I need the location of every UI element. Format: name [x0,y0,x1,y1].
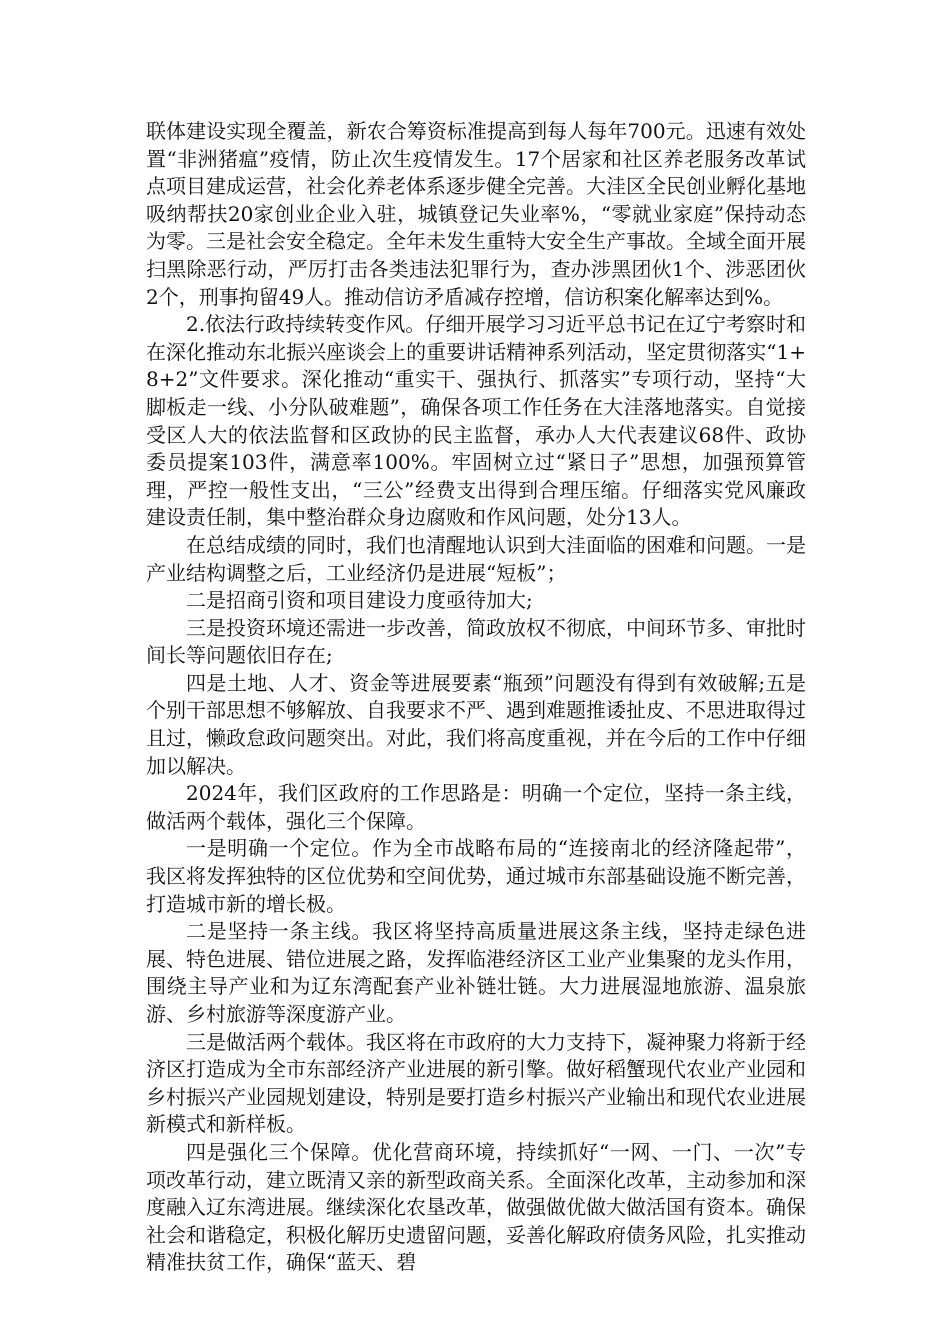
paragraph-8: 一是明确一个定位。作为全市战略布局的“连接南北的经济隆起带”，我区将发挥独特的区位优势和空间优势，通过城市东部基础设施不断完善，打造城市新的增长极。 [146,836,806,916]
paragraph-4: 二是招商引资和项目建设力度亟待加大; [186,588,533,613]
paragraph-2: 2.依法行政持续转变作风。仔细开展学习习近平总书记在辽宁考察时和在深化推动东北振兴座谈会上的重要讲话精神系列活动，坚定贯彻落实“1+8+2”文件要求。深化推动“重实干、强执行、抓落实”专项行动，坚持“大脚板走一线、小分队破难题”，确保各项工作任务在大洼落地落实。自觉接受区人大的依法监督和区政协的民主监督，承办人大代表建议68件、政协委员提案103件，满意率100%。牢固树立过“紧日子”思想，加强预算管理，严控一般性支出，“三公”经费支出得到合理压缩。仔细落实党风廉政建设责任制，集中整治群众身边腐败和作风问题，处分13人。 [146,312,806,530]
paragraph-10: 三是做活两个载体。我区将在市政府的大力支持下，凝神聚力将新于经济区打造成为全市东部经济产业进展的新引擎。做好稻蟹现代农业产业园和乡村振兴产业园规划建设，特别是要打造乡村振兴产业输出和现代农业进展新模式和新样板。 [146,1029,806,1137]
paragraph-1: 联体建设实现全覆盖，新农合筹资标准提高到每人每年700元。迅速有效处置“非洲猪瘟”疫情，防止次生疫情发生。17个居家和社区养老服务改革试点项目建成运营，社会化养老体系逐步健全完善。大洼区全民创业孵化基地吸纳帮扶20家创业企业入驻，城镇登记失业率%，“零就业家庭”保持动态为零。三是社会安全稳定。全年未发生重特大安全生产事故。全域全面开展扫黑除恶行动，严厉打击各类违法犯罪行为，查办涉黑团伙1个、涉恶团伙2个，刑事拘留49人。推动信访矛盾减存控增，信访积案化解率达到%。 [146,119,806,309]
paragraph-6: 四是土地、人才、资金等进展要素“瓶颈”问题没有得到有效破解;五是个别干部思想不够解放、自我要求不严、遇到难题推诿扯皮、不思进取得过且过，懒政怠政问题突出。对此，我们将高度重视，并在今后的工作中仔细加以解决。 [146,670,806,778]
paragraph-3: 在总结成绩的同时，我们也清醒地认识到大洼面临的困难和问题。一是产业结构调整之后，工业经济仍是进展“短板”； [146,532,806,585]
paragraph-11: 四是强化三个保障。优化营商环境，持续抓好“一网、一门、一次”专项改革行动，建立既清又亲的新型政商关系。全面深化改革，主动参加和深度融入辽东湾进展。继续深化农垦改革，做强做优做大做活国有资本。确保社会和谐稳定，积极化解历史遗留问题，妥善化解政府债务风险，扎实推动精准扶贫工作，确保“蓝天、碧 [146,1139,806,1275]
paragraph-7: 2024年，我们区政府的工作思路是：明确一个定位，坚持一条主线，做活两个载体，强化三个保障。 [146,781,806,833]
paragraph-5: 三是投资环境还需进一步改善，简政放权不彻底，中间环节多、审批时间长等问题依旧存在; [146,615,806,668]
paragraph-9: 二是坚持一条主线。我区将坚持高质量进展这条主线，坚持走绿色进展、特色进展、错位进展之路，发挥临港经济区工业产业集聚的龙头作用，围绕主导产业和为辽东湾配套产业补链壮链。大力进展湿地旅游、温泉旅游、乡村旅游等深度游产业。 [146,919,806,1026]
document-page [146,118,806,1277]
